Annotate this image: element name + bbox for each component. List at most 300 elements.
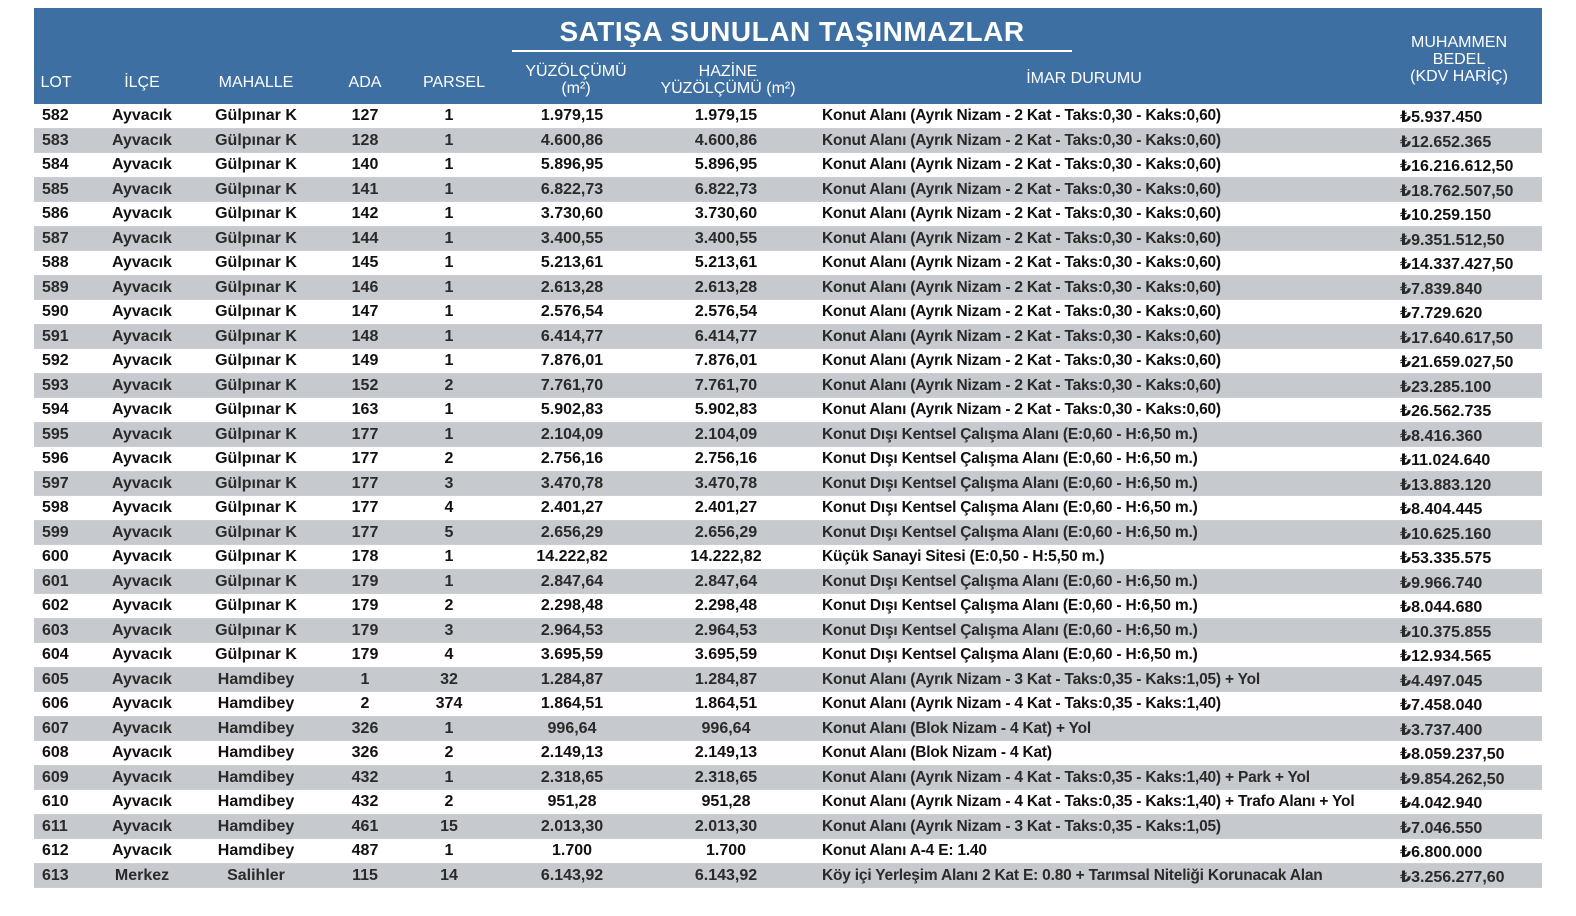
cell-ilce: Ayvacık bbox=[112, 376, 172, 394]
cell-ilce: Ayvacık bbox=[112, 229, 172, 247]
table-row bbox=[34, 594, 1542, 619]
cell-parsel: 3 bbox=[444, 474, 454, 492]
cell-yuzolcumu: 996,64 bbox=[547, 719, 597, 737]
cell-mahalle: Gülpınar K bbox=[215, 646, 297, 663]
cell-yuzolcumu: 5.902,83 bbox=[540, 401, 604, 418]
table-row bbox=[34, 815, 1542, 840]
cell-yuzolcumu: 2.756,16 bbox=[540, 450, 604, 467]
property-sale-table bbox=[34, 8, 1542, 888]
table-row bbox=[34, 374, 1542, 399]
cell-imar-durumu: Konut Alanı (Ayrık Nizam - 2 Kat - Taks:0,30 - Kaks:0,60) bbox=[822, 205, 1221, 222]
cell-parsel: 5 bbox=[444, 523, 454, 541]
cell-parsel: 15 bbox=[440, 817, 458, 835]
cell-muhammen-bedel: ₺11.024.640 bbox=[1400, 452, 1491, 469]
cell-muhammen-bedel: ₺4.497.045 bbox=[1400, 672, 1483, 690]
cell-muhammen-bedel: ₺14.337.427,50 bbox=[1400, 256, 1514, 273]
cell-ilce: Ayvacık bbox=[112, 793, 172, 810]
cell-ilce: Ayvacık bbox=[112, 401, 172, 418]
cell-imar-durumu: Konut Dışı Kentsel Çalışma Alanı (E:0,60 - H:6,50 m.) bbox=[822, 450, 1198, 467]
cell-yuzolcumu: 3.730,60 bbox=[540, 205, 604, 222]
cell-lot: 589 bbox=[42, 278, 69, 296]
cell-yuzolcumu: 2.613,28 bbox=[540, 278, 604, 296]
cell-hazine-yuzolcumu: 3.400,55 bbox=[694, 229, 758, 247]
cell-ada: 152 bbox=[351, 376, 379, 394]
cell-parsel: 1 bbox=[444, 327, 454, 345]
cell-hazine-yuzolcumu: 4.600,86 bbox=[694, 131, 758, 149]
cell-lot: 583 bbox=[42, 131, 69, 149]
cell-yuzolcumu: 5.213,61 bbox=[540, 254, 604, 271]
header-hazine-yuzolcumu: HAZİNE YÜZÖLÇÜMÜ (m²) bbox=[660, 63, 796, 97]
table-row bbox=[34, 643, 1542, 668]
cell-ada: 177 bbox=[351, 474, 379, 492]
cell-parsel: 1 bbox=[444, 719, 454, 737]
table-row bbox=[34, 423, 1542, 448]
cell-ilce: Ayvacık bbox=[112, 768, 172, 786]
cell-imar-durumu: Konut Alanı (Ayrık Nizam - 2 Kat - Taks:0,30 - Kaks:0,60) bbox=[822, 278, 1221, 296]
cell-lot: 609 bbox=[42, 768, 69, 786]
cell-mahalle: Gülpınar K bbox=[215, 254, 297, 271]
cell-parsel: 32 bbox=[440, 670, 458, 688]
cell-mahalle: Gülpınar K bbox=[215, 156, 297, 173]
cell-mahalle: Gülpınar K bbox=[215, 376, 297, 394]
cell-lot: 610 bbox=[42, 793, 69, 810]
cell-lot: 604 bbox=[42, 646, 69, 663]
cell-imar-durumu: Konut Alanı (Ayrık Nizam - 4 Kat - Taks:0,35 - Kaks:1,40) bbox=[822, 695, 1221, 712]
cell-ada: 177 bbox=[351, 499, 379, 516]
cell-parsel: 1 bbox=[444, 107, 454, 124]
cell-yuzolcumu: 2.576,54 bbox=[540, 303, 604, 320]
cell-muhammen-bedel: ₺3.737.400 bbox=[1400, 721, 1483, 739]
cell-ilce: Ayvacık bbox=[112, 817, 172, 835]
cell-imar-durumu: Konut Alanı A-4 E: 1.40 bbox=[822, 842, 987, 859]
cell-hazine-yuzolcumu: 996,64 bbox=[701, 719, 751, 737]
table-row bbox=[34, 741, 1542, 766]
cell-imar-durumu: Konut Alanı (Blok Nizam - 4 Kat) bbox=[822, 744, 1052, 761]
cell-parsel: 14 bbox=[440, 866, 458, 884]
cell-hazine-yuzolcumu: 2.613,28 bbox=[694, 278, 758, 296]
cell-yuzolcumu: 2.298,48 bbox=[540, 597, 604, 614]
table-row bbox=[34, 153, 1542, 178]
cell-ilce: Ayvacık bbox=[112, 744, 172, 761]
cell-ada: 179 bbox=[351, 597, 379, 614]
cell-parsel: 1 bbox=[444, 303, 454, 320]
cell-hazine-yuzolcumu: 2.847,64 bbox=[694, 572, 758, 590]
cell-ilce: Ayvacık bbox=[112, 719, 172, 737]
table-row bbox=[34, 202, 1542, 227]
cell-ilce: Ayvacık bbox=[112, 695, 172, 712]
table-row bbox=[34, 300, 1542, 325]
table-row bbox=[34, 276, 1542, 301]
cell-hazine-yuzolcumu: 5.213,61 bbox=[694, 254, 758, 271]
cell-muhammen-bedel: ₺16.216.612,50 bbox=[1400, 158, 1514, 175]
cell-mahalle: Gülpınar K bbox=[215, 523, 297, 541]
table-title: SATIŞA SUNULAN TAŞINMAZLAR bbox=[559, 16, 1025, 47]
cell-hazine-yuzolcumu: 7.761,70 bbox=[694, 376, 758, 394]
cell-imar-durumu: Konut Alanı (Ayrık Nizam - 4 Kat - Taks:0,35 - Kaks:1,40) + Trafo Alanı + Yol bbox=[822, 793, 1355, 810]
cell-ada: 487 bbox=[351, 842, 379, 859]
cell-parsel: 1 bbox=[444, 768, 454, 786]
cell-ada: 115 bbox=[352, 866, 378, 884]
cell-parsel: 2 bbox=[444, 376, 454, 394]
cell-mahalle: Gülpınar K bbox=[215, 205, 297, 222]
cell-parsel: 4 bbox=[444, 499, 454, 516]
cell-imar-durumu: Konut Alanı (Ayrık Nizam - 2 Kat - Taks:0,30 - Kaks:0,60) bbox=[822, 156, 1221, 173]
cell-ilce: Ayvacık bbox=[112, 548, 172, 565]
table-row bbox=[34, 325, 1542, 350]
cell-lot: 611 bbox=[42, 817, 68, 835]
cell-muhammen-bedel: ₺23.285.100 bbox=[1400, 378, 1492, 396]
cell-imar-durumu: Konut Alanı (Ayrık Nizam - 2 Kat - Taks:0,30 - Kaks:0,60) bbox=[822, 107, 1221, 124]
cell-lot: 613 bbox=[42, 866, 69, 884]
cell-ada: 179 bbox=[351, 572, 379, 590]
cell-imar-durumu: Konut Dışı Kentsel Çalışma Alanı (E:0,60 - H:6,50 m.) bbox=[822, 499, 1198, 516]
cell-imar-durumu: Konut Alanı (Ayrık Nizam - 2 Kat - Taks:0,30 - Kaks:0,60) bbox=[822, 401, 1221, 418]
cell-mahalle: Hamdibey bbox=[217, 744, 295, 761]
cell-mahalle: Gülpınar K bbox=[215, 278, 297, 296]
cell-lot: 600 bbox=[42, 548, 69, 565]
cell-lot: 593 bbox=[42, 376, 69, 394]
cell-parsel: 1 bbox=[444, 548, 454, 565]
cell-mahalle: Gülpınar K bbox=[215, 107, 297, 124]
cell-muhammen-bedel: ₺8.416.360 bbox=[1400, 427, 1483, 445]
cell-ada: 179 bbox=[351, 621, 379, 639]
table-row bbox=[34, 545, 1542, 570]
cell-parsel: 2 bbox=[444, 450, 454, 467]
table-row bbox=[34, 864, 1542, 889]
cell-ada: 127 bbox=[351, 107, 379, 124]
cell-parsel: 1 bbox=[444, 205, 454, 222]
cell-lot: 594 bbox=[42, 401, 69, 418]
cell-ada: 432 bbox=[351, 768, 379, 786]
cell-ilce: Ayvacık bbox=[112, 180, 172, 198]
table-row bbox=[34, 496, 1542, 521]
cell-lot: 599 bbox=[42, 523, 69, 541]
cell-mahalle: Hamdibey bbox=[217, 719, 295, 737]
cell-ilce: Ayvacık bbox=[112, 131, 172, 149]
cell-ada: 142 bbox=[351, 205, 379, 222]
cell-yuzolcumu: 951,28 bbox=[547, 793, 597, 810]
cell-parsel: 1 bbox=[444, 131, 454, 149]
cell-lot: 591 bbox=[42, 327, 69, 345]
cell-yuzolcumu: 1.700 bbox=[551, 842, 593, 859]
cell-mahalle: Gülpınar K bbox=[215, 352, 297, 369]
cell-imar-durumu: Konut Alanı (Ayrık Nizam - 4 Kat - Taks:0,35 - Kaks:1,40) + Park + Yol bbox=[822, 768, 1310, 786]
header-parsel: PARSEL bbox=[423, 74, 485, 91]
cell-ada: 148 bbox=[351, 327, 379, 345]
cell-parsel: 1 bbox=[444, 572, 454, 590]
cell-hazine-yuzolcumu: 2.964,53 bbox=[694, 621, 758, 639]
cell-hazine-yuzolcumu: 2.656,29 bbox=[694, 523, 758, 541]
cell-hazine-yuzolcumu: 2.149,13 bbox=[694, 744, 758, 761]
cell-muhammen-bedel: ₺9.966.740 bbox=[1400, 574, 1483, 592]
cell-hazine-yuzolcumu: 2.013,30 bbox=[694, 817, 758, 835]
cell-muhammen-bedel: ₺8.044.680 bbox=[1400, 599, 1483, 616]
cell-ada: 144 bbox=[351, 229, 379, 247]
cell-muhammen-bedel: ₺7.729.620 bbox=[1400, 305, 1483, 322]
cell-imar-durumu: Konut Alanı (Ayrık Nizam - 2 Kat - Taks:0,30 - Kaks:0,60) bbox=[822, 352, 1221, 369]
cell-ada: 128 bbox=[351, 131, 379, 149]
cell-yuzolcumu: 6.143,92 bbox=[540, 866, 604, 884]
cell-ilce: Ayvacık bbox=[112, 499, 172, 516]
table-body bbox=[34, 104, 1542, 888]
cell-mahalle: Gülpınar K bbox=[215, 180, 297, 198]
cell-mahalle: Gülpınar K bbox=[215, 548, 297, 565]
cell-ada: 163 bbox=[351, 401, 379, 418]
cell-mahalle: Hamdibey bbox=[217, 793, 295, 810]
cell-lot: 595 bbox=[42, 425, 69, 443]
cell-muhammen-bedel: ₺6.800.000 bbox=[1400, 844, 1483, 861]
cell-ilce: Ayvacık bbox=[112, 670, 172, 688]
table-row bbox=[34, 521, 1542, 546]
cell-parsel: 2 bbox=[444, 744, 454, 761]
cell-lot: 592 bbox=[42, 352, 69, 369]
cell-muhammen-bedel: ₺10.625.160 bbox=[1400, 525, 1492, 543]
cell-muhammen-bedel: ₺3.256.277,60 bbox=[1400, 868, 1505, 886]
cell-ilce: Merkez bbox=[114, 866, 170, 884]
cell-lot: 605 bbox=[42, 670, 69, 688]
cell-imar-durumu: Köy içi Yerleşim Alanı 2 Kat E: 0.80 + Tarımsal Niteliği Korunacak Alan bbox=[822, 866, 1323, 884]
cell-ilce: Ayvacık bbox=[112, 572, 172, 590]
cell-yuzolcumu: 3.695,59 bbox=[540, 646, 604, 663]
cell-ada: 177 bbox=[351, 523, 379, 541]
cell-parsel: 374 bbox=[435, 695, 463, 712]
cell-yuzolcumu: 7.876,01 bbox=[540, 352, 604, 369]
cell-imar-durumu: Konut Alanı (Ayrık Nizam - 2 Kat - Taks:0,30 - Kaks:0,60) bbox=[822, 229, 1221, 247]
header-ada: ADA bbox=[348, 74, 382, 91]
cell-yuzolcumu: 6.822,73 bbox=[540, 180, 604, 198]
header-mahalle: MAHALLE bbox=[218, 74, 294, 91]
cell-parsel: 4 bbox=[444, 646, 454, 663]
cell-parsel: 1 bbox=[444, 425, 454, 443]
cell-muhammen-bedel: ₺10.375.855 bbox=[1400, 623, 1492, 641]
cell-ada: 178 bbox=[351, 548, 379, 565]
table-row bbox=[34, 104, 1542, 129]
cell-ada: 461 bbox=[351, 817, 379, 835]
cell-yuzolcumu: 2.149,13 bbox=[540, 744, 604, 761]
cell-muhammen-bedel: ₺4.042.940 bbox=[1400, 795, 1483, 812]
table-row bbox=[34, 668, 1542, 693]
cell-ada: 2 bbox=[360, 695, 370, 712]
cell-lot: 596 bbox=[42, 450, 69, 467]
cell-lot: 584 bbox=[42, 156, 69, 173]
cell-muhammen-bedel: ₺53.335.575 bbox=[1400, 550, 1492, 567]
cell-hazine-yuzolcumu: 14.222,82 bbox=[690, 548, 762, 565]
cell-muhammen-bedel: ₺9.854.262,50 bbox=[1400, 770, 1505, 788]
cell-ada: 177 bbox=[351, 450, 379, 467]
cell-parsel: 1 bbox=[444, 156, 454, 173]
header-ilce: İLÇE bbox=[124, 74, 160, 91]
cell-lot: 603 bbox=[42, 621, 69, 639]
cell-ilce: Ayvacık bbox=[112, 303, 172, 320]
table-row bbox=[34, 178, 1542, 203]
cell-ilce: Ayvacık bbox=[112, 474, 172, 492]
cell-imar-durumu: Konut Alanı (Ayrık Nizam - 3 Kat - Taks:0,35 - Kaks:1,05) bbox=[822, 817, 1221, 835]
cell-mahalle: Gülpınar K bbox=[215, 450, 297, 467]
cell-imar-durumu: Konut Dışı Kentsel Çalışma Alanı (E:0,60 - H:6,50 m.) bbox=[822, 646, 1198, 663]
cell-mahalle: Hamdibey bbox=[217, 695, 295, 712]
cell-hazine-yuzolcumu: 2.298,48 bbox=[694, 597, 758, 614]
cell-ada: 177 bbox=[351, 425, 379, 443]
table-row bbox=[34, 349, 1542, 374]
cell-lot: 585 bbox=[42, 180, 69, 198]
cell-parsel: 3 bbox=[444, 621, 454, 639]
cell-hazine-yuzolcumu: 3.470,78 bbox=[694, 474, 758, 492]
cell-muhammen-bedel: ₺12.934.565 bbox=[1400, 648, 1492, 665]
cell-yuzolcumu: 2.104,09 bbox=[540, 425, 604, 443]
cell-ada: 326 bbox=[351, 744, 379, 761]
table-row bbox=[34, 717, 1542, 742]
cell-lot: 602 bbox=[42, 597, 69, 614]
cell-ada: 432 bbox=[351, 793, 379, 810]
table-row bbox=[34, 790, 1542, 815]
table-row bbox=[34, 839, 1542, 864]
cell-mahalle: Gülpınar K bbox=[215, 474, 297, 492]
cell-parsel: 2 bbox=[444, 597, 454, 614]
cell-mahalle: Gülpınar K bbox=[215, 401, 297, 418]
cell-mahalle: Gülpınar K bbox=[215, 425, 297, 443]
cell-mahalle: Gülpınar K bbox=[215, 327, 297, 345]
cell-imar-durumu: Konut Alanı (Ayrık Nizam - 2 Kat - Taks:0,30 - Kaks:0,60) bbox=[822, 376, 1221, 394]
cell-hazine-yuzolcumu: 1.979,15 bbox=[694, 107, 758, 124]
cell-muhammen-bedel: ₺12.652.365 bbox=[1400, 133, 1492, 151]
cell-yuzolcumu: 14.222,82 bbox=[536, 548, 608, 565]
cell-ada: 1 bbox=[360, 670, 370, 688]
cell-lot: 598 bbox=[42, 499, 69, 516]
cell-imar-durumu: Konut Dışı Kentsel Çalışma Alanı (E:0,60 - H:6,50 m.) bbox=[822, 621, 1198, 639]
cell-imar-durumu: Konut Dışı Kentsel Çalışma Alanı (E:0,60 - H:6,50 m.) bbox=[822, 474, 1198, 492]
cell-hazine-yuzolcumu: 5.902,83 bbox=[694, 401, 758, 418]
cell-muhammen-bedel: ₺9.351.512,50 bbox=[1400, 231, 1505, 249]
cell-parsel: 1 bbox=[444, 180, 454, 198]
cell-parsel: 1 bbox=[444, 278, 454, 296]
cell-imar-durumu: Küçük Sanayi Sitesi (E:0,50 - H:5,50 m.) bbox=[822, 548, 1105, 565]
cell-imar-durumu: Konut Alanı (Ayrık Nizam - 2 Kat - Taks:0,30 - Kaks:0,60) bbox=[822, 303, 1221, 320]
cell-muhammen-bedel: ₺8.059.237,50 bbox=[1400, 746, 1505, 763]
cell-ada: 326 bbox=[351, 719, 379, 737]
cell-ilce: Ayvacık bbox=[112, 597, 172, 614]
cell-yuzolcumu: 2.847,64 bbox=[540, 572, 604, 590]
cell-ada: 149 bbox=[351, 352, 379, 369]
cell-lot: 586 bbox=[42, 205, 69, 222]
cell-imar-durumu: Konut Dışı Kentsel Çalışma Alanı (E:0,60 - H:6,50 m.) bbox=[822, 572, 1198, 590]
cell-ilce: Ayvacık bbox=[112, 156, 172, 173]
cell-mahalle: Gülpınar K bbox=[215, 303, 297, 320]
cell-mahalle: Gülpınar K bbox=[215, 572, 297, 590]
cell-yuzolcumu: 1.979,15 bbox=[540, 107, 604, 124]
cell-hazine-yuzolcumu: 2.104,09 bbox=[694, 425, 758, 443]
cell-yuzolcumu: 2.656,29 bbox=[540, 523, 604, 541]
cell-lot: 608 bbox=[42, 744, 69, 761]
table-header bbox=[34, 8, 1542, 104]
table-row bbox=[34, 570, 1542, 595]
table-row bbox=[34, 766, 1542, 791]
cell-muhammen-bedel: ₺7.046.550 bbox=[1400, 819, 1483, 837]
cell-ilce: Ayvacık bbox=[112, 254, 172, 271]
cell-mahalle: Gülpınar K bbox=[215, 621, 297, 639]
cell-mahalle: Gülpınar K bbox=[215, 597, 297, 614]
cell-mahalle: Gülpınar K bbox=[215, 229, 297, 247]
cell-ilce: Ayvacık bbox=[112, 352, 172, 369]
cell-mahalle: Hamdibey bbox=[217, 842, 295, 859]
table-row bbox=[34, 692, 1542, 717]
cell-imar-durumu: Konut Dışı Kentsel Çalışma Alanı (E:0,60 - H:6,50 m.) bbox=[822, 523, 1198, 541]
cell-mahalle: Hamdibey bbox=[217, 768, 295, 786]
cell-lot: 607 bbox=[42, 719, 69, 737]
cell-lot: 582 bbox=[42, 107, 69, 124]
cell-ilce: Ayvacık bbox=[112, 107, 172, 124]
cell-ilce: Ayvacık bbox=[112, 425, 172, 443]
cell-imar-durumu: Konut Alanı (Ayrık Nizam - 2 Kat - Taks:0,30 - Kaks:0,60) bbox=[822, 180, 1221, 198]
cell-yuzolcumu: 1.864,51 bbox=[540, 695, 604, 712]
table-row bbox=[34, 447, 1542, 472]
cell-mahalle: Hamdibey bbox=[217, 670, 295, 688]
header-muhammen-bedel: MUHAMMEN BEDEL (KDV HARİÇ) bbox=[1410, 34, 1508, 85]
cell-hazine-yuzolcumu: 2.756,16 bbox=[694, 450, 758, 467]
table-row bbox=[34, 398, 1542, 423]
cell-hazine-yuzolcumu: 951,28 bbox=[701, 793, 751, 810]
header-lot: LOT bbox=[40, 74, 72, 91]
table-row bbox=[34, 227, 1542, 252]
cell-hazine-yuzolcumu: 1.284,87 bbox=[694, 670, 758, 688]
table-row bbox=[34, 129, 1542, 154]
cell-mahalle: Gülpınar K bbox=[215, 499, 297, 516]
cell-lot: 590 bbox=[42, 303, 69, 320]
cell-hazine-yuzolcumu: 2.401,27 bbox=[694, 499, 758, 516]
title-underline bbox=[512, 50, 1072, 52]
cell-parsel: 1 bbox=[444, 229, 454, 247]
cell-muhammen-bedel: ₺17.640.617,50 bbox=[1400, 329, 1514, 347]
cell-ada: 179 bbox=[351, 646, 379, 663]
cell-muhammen-bedel: ₺21.659.027,50 bbox=[1400, 354, 1514, 371]
cell-hazine-yuzolcumu: 7.876,01 bbox=[694, 352, 758, 369]
cell-imar-durumu: Konut Alanı (Ayrık Nizam - 3 Kat - Taks:0,35 - Kaks:1,05) + Yol bbox=[822, 670, 1261, 688]
cell-parsel: 1 bbox=[444, 254, 454, 271]
cell-ada: 145 bbox=[351, 254, 379, 271]
cell-lot: 597 bbox=[42, 474, 69, 492]
cell-yuzolcumu: 2.401,27 bbox=[540, 499, 604, 516]
table-row bbox=[34, 251, 1542, 276]
cell-lot: 606 bbox=[42, 695, 69, 712]
cell-mahalle: Salihler bbox=[227, 866, 285, 884]
cell-mahalle: Gülpınar K bbox=[215, 131, 297, 149]
cell-ilce: Ayvacık bbox=[112, 523, 172, 541]
cell-lot: 587 bbox=[42, 229, 69, 247]
cell-ilce: Ayvacık bbox=[112, 278, 172, 296]
cell-muhammen-bedel: ₺8.404.445 bbox=[1400, 501, 1483, 518]
cell-ilce: Ayvacık bbox=[112, 450, 172, 467]
cell-muhammen-bedel: ₺10.259.150 bbox=[1400, 207, 1492, 224]
cell-muhammen-bedel: ₺13.883.120 bbox=[1400, 476, 1492, 494]
cell-yuzolcumu: 6.414,77 bbox=[540, 327, 604, 345]
cell-imar-durumu: Konut Alanı (Ayrık Nizam - 2 Kat - Taks:0,30 - Kaks:0,60) bbox=[822, 254, 1221, 271]
cell-parsel: 2 bbox=[444, 793, 454, 810]
cell-hazine-yuzolcumu: 6.143,92 bbox=[694, 866, 758, 884]
cell-hazine-yuzolcumu: 5.896,95 bbox=[694, 156, 758, 173]
cell-ada: 146 bbox=[351, 278, 379, 296]
cell-ilce: Ayvacık bbox=[112, 621, 172, 639]
cell-yuzolcumu: 1.284,87 bbox=[540, 670, 604, 688]
header-imar-durumu: İMAR DURUMU bbox=[1026, 70, 1142, 87]
cell-yuzolcumu: 5.896,95 bbox=[540, 156, 604, 173]
cell-yuzolcumu: 3.400,55 bbox=[540, 229, 604, 247]
cell-parsel: 1 bbox=[444, 401, 454, 418]
cell-ada: 140 bbox=[351, 156, 379, 173]
cell-yuzolcumu: 2.318,65 bbox=[540, 768, 604, 786]
cell-ilce: Ayvacık bbox=[112, 646, 172, 663]
cell-hazine-yuzolcumu: 3.695,59 bbox=[694, 646, 758, 663]
cell-yuzolcumu: 7.761,70 bbox=[540, 376, 604, 394]
cell-lot: 601 bbox=[42, 572, 69, 590]
